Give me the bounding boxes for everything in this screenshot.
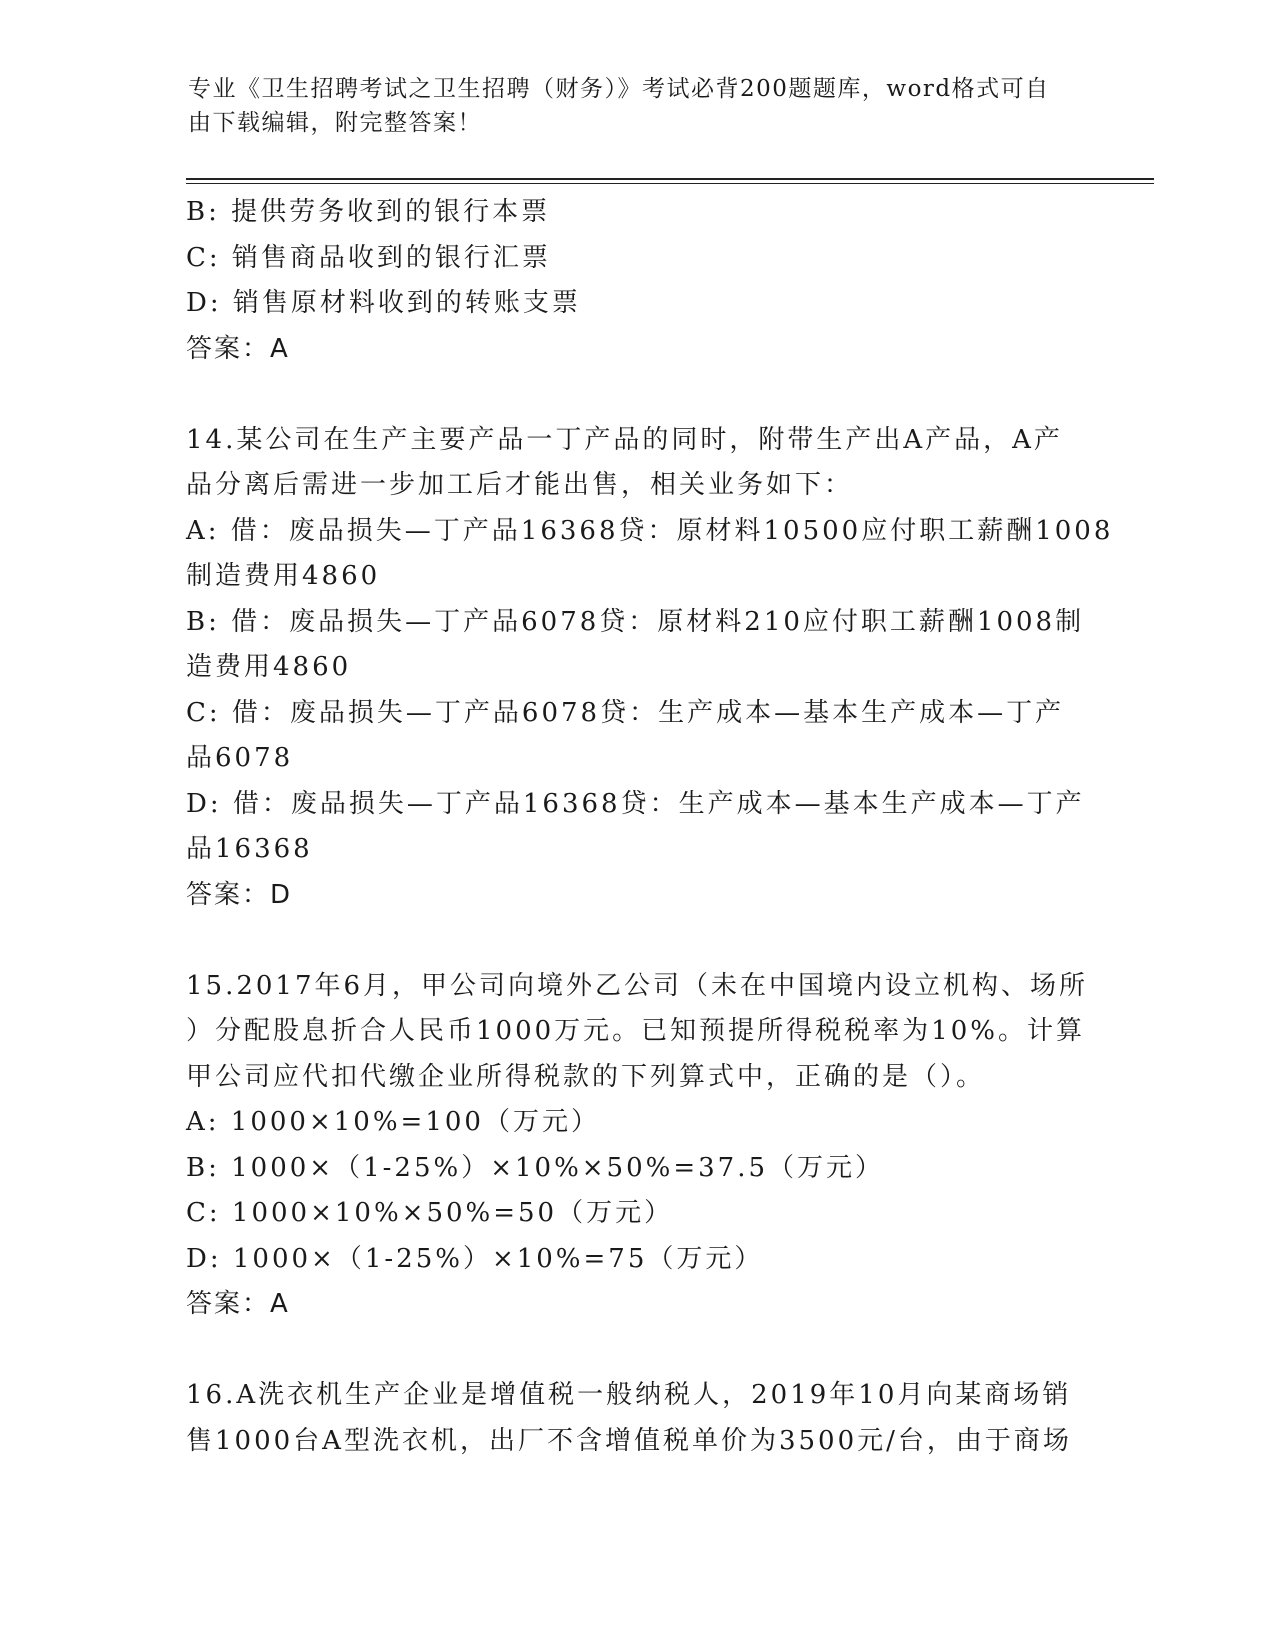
spacer: [186, 1328, 1086, 1374]
q14-option-c-cont: 品6078: [186, 743, 294, 773]
q14-option-d: D: 借：废品损失—丁产品16368贷：生产成本—基本生产成本—丁产: [186, 788, 1085, 819]
spacer: [186, 372, 1086, 418]
q13-option-d: D: 销售原材料收到的转账支票: [186, 288, 581, 318]
question-content: [186, 190, 1114, 1464]
q14-option-a-cont: 制造费用4860: [186, 561, 381, 591]
q16-stem-1: 16.A洗衣机生产企业是增值税一般纳税人，2019年10月向某商场销: [186, 1380, 1072, 1410]
q14-option-b-cont: 造费用4860: [186, 652, 352, 682]
q15-option-d: D: 1000×（1-25%）×10%=75（万元）: [186, 1243, 764, 1274]
q14-option-b: B: 借：废品损失—丁产品6078贷：原材料210应付职工薪酬1008制: [186, 606, 1085, 637]
header-line-1: 专业《卫生招聘考试之卫生招聘（财务）》考试必背200题题库，word格式可自: [188, 76, 1050, 102]
q14-option-c: C: 借：废品损失—丁产品6078贷：生产成本—基本生产成本—丁产: [186, 697, 1065, 728]
q15-stem-3: 甲公司应代扣代缴企业所得税款的下列算式中，正确的是（）。: [186, 1061, 986, 1092]
q15-option-a: A: 1000×10%=100（万元）: [186, 1107, 600, 1137]
q14-stem-1: 14.某公司在生产主要产品一丁产品的同时，附带生产出A产品，A产: [186, 424, 1063, 455]
header-divider-thin: [186, 183, 1154, 184]
q14-option-a: A: 借：废品损失—丁产品16368贷：原材料10500应付职工薪酬1008: [186, 515, 1114, 546]
spacer: [186, 918, 1086, 964]
q14-stem-2: 品分离后需进一步加工后才能出售，相关业务如下：: [186, 470, 854, 500]
header-divider-thick: [186, 178, 1154, 180]
q13-option-c: C: 销售商品收到的银行汇票: [186, 242, 551, 273]
q16-stem-2: 售1000台A型洗衣机，出厂不含增值税单价为3500元/台，由于商场: [186, 1425, 1072, 1456]
q15-answer: 答案：A: [186, 1289, 290, 1319]
document-header: [188, 72, 1068, 140]
header-line-2: 由下载编辑，附完整答案！: [188, 110, 482, 136]
q15-option-c: C: 1000×10%×50%=50（万元）: [186, 1198, 674, 1228]
q14-option-d-cont: 品16368: [186, 834, 313, 864]
q14-answer: 答案：D: [186, 879, 293, 910]
q15-stem-2: ）分配股息折合人民币1000万元。已知预提所得税税率为10%。计算: [186, 1016, 1085, 1046]
q13-answer: 答案：A: [186, 333, 290, 364]
q15-stem-1: 15.2017年6月，甲公司向境外乙公司（未在中国境内设立机构、场所: [186, 970, 1089, 1001]
q15-option-b: B: 1000×（1-25%）×10%×50%=37.5（万元）: [186, 1152, 885, 1183]
q13-option-b: B: 提供劳务收到的银行本票: [186, 197, 551, 227]
